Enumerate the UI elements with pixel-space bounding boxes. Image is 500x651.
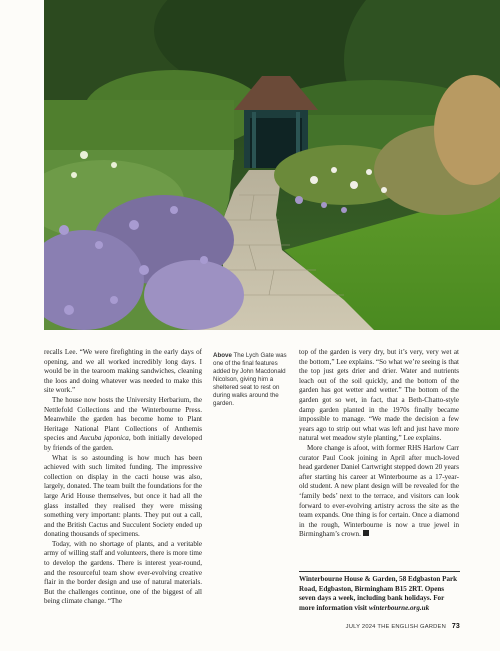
page-footer xyxy=(340,623,460,630)
visitor-info: Winterbourne House & Garden, 58 Edgbaston Park Road, Edgbaston, Birmingham B15 2RT. Opens seven days a week, including bank holidays. For more information visit winterbourne.org.uk xyxy=(299,575,458,612)
garden-photo xyxy=(44,0,500,330)
page-number: 73 xyxy=(451,623,460,630)
caption-lead: Above xyxy=(213,352,232,359)
divider xyxy=(299,571,460,572)
end-mark-icon xyxy=(363,530,369,536)
paragraph: recalls Lee. “We were firefighting in the early days of opening, and we all worked incredibly long days. I would be in the tearoom making sandwiches, cleaning the loos and doing whatever was needed to make this site work.” xyxy=(44,348,202,395)
paragraph: The house now hosts the University Herbarium, the Nettlefold Collections and the Winterbourne Press. Meanwhile the garden has become home to Plant Heritage National Plant Collections of Anthemis species and Aucuba japonica, both initially developed by friends of the garden. xyxy=(44,395,202,452)
issue-date: JULY 2024 xyxy=(345,624,376,630)
website-link[interactable]: winterbourne.org.uk xyxy=(368,603,430,612)
paragraph: Today, with no shortage of plants, and a veritable army of willing staff and volunteers, there is more time to develop the gardens. There is interest year-round, and the resourceful team show ever-evolving creative flair in the border design and use of natural materials. But the challenges continue, one of the biggest of all being climate change. “The xyxy=(44,539,202,606)
paragraph: What is so astounding is how much has been achieved with such limited funding. The impressive collection on display in the cacti house was also, largely, donated. The team built the foundations for the large Arid House themselves, but once it had all the glass installed they realised they were missing something very important: plants. They put out a call, and the British Cactus and Succulent Society ended up donating thousands of specimens. xyxy=(44,453,202,539)
article-column-left xyxy=(44,348,202,607)
magazine-name: THE ENGLISH GARDEN xyxy=(377,624,446,630)
article-column-right xyxy=(299,348,459,540)
photo-caption xyxy=(213,352,291,408)
paragraph: top of the garden is very dry, but it’s very, very wet at the bottom,” Lee explains. “So what we’re seeing is that the top just gets drier and drier. Water and nutrients leach out of the soil quickly, and the bottom of the garden has got wetter and wetter.” The bottom of the garden got so wet, in fact, that a Beth-Chatto-style damp garden planted in the 1970s finally became impossible to manage. “We made the decision a few years ago to strip out what was left and just have more natural wet meadow style planting,” Lee explains. xyxy=(299,348,459,443)
caption-text: The Lych Gate was one of the final features added by John Macdonald Nicolson, giving him a sheltered seat to rest on during walks around the garden. xyxy=(213,352,287,407)
paragraph: More change is afoot, with former RHS Harlow Carr curator Paul Cook joining in April after much-loved head gardener Daniel Cartwright stepped down 20 years after starting his career at Winterbourne as a 17-year-old student. A new plant design will be revealed for the ‘family beds’ next to the terrace, and visitors can look forward to ever-evolving artistry across the site as the team expands. One thing is for certain. Once a diamond in the rough, Winterbourne is now a true jewel in Birmingham’s crown. xyxy=(299,443,459,539)
